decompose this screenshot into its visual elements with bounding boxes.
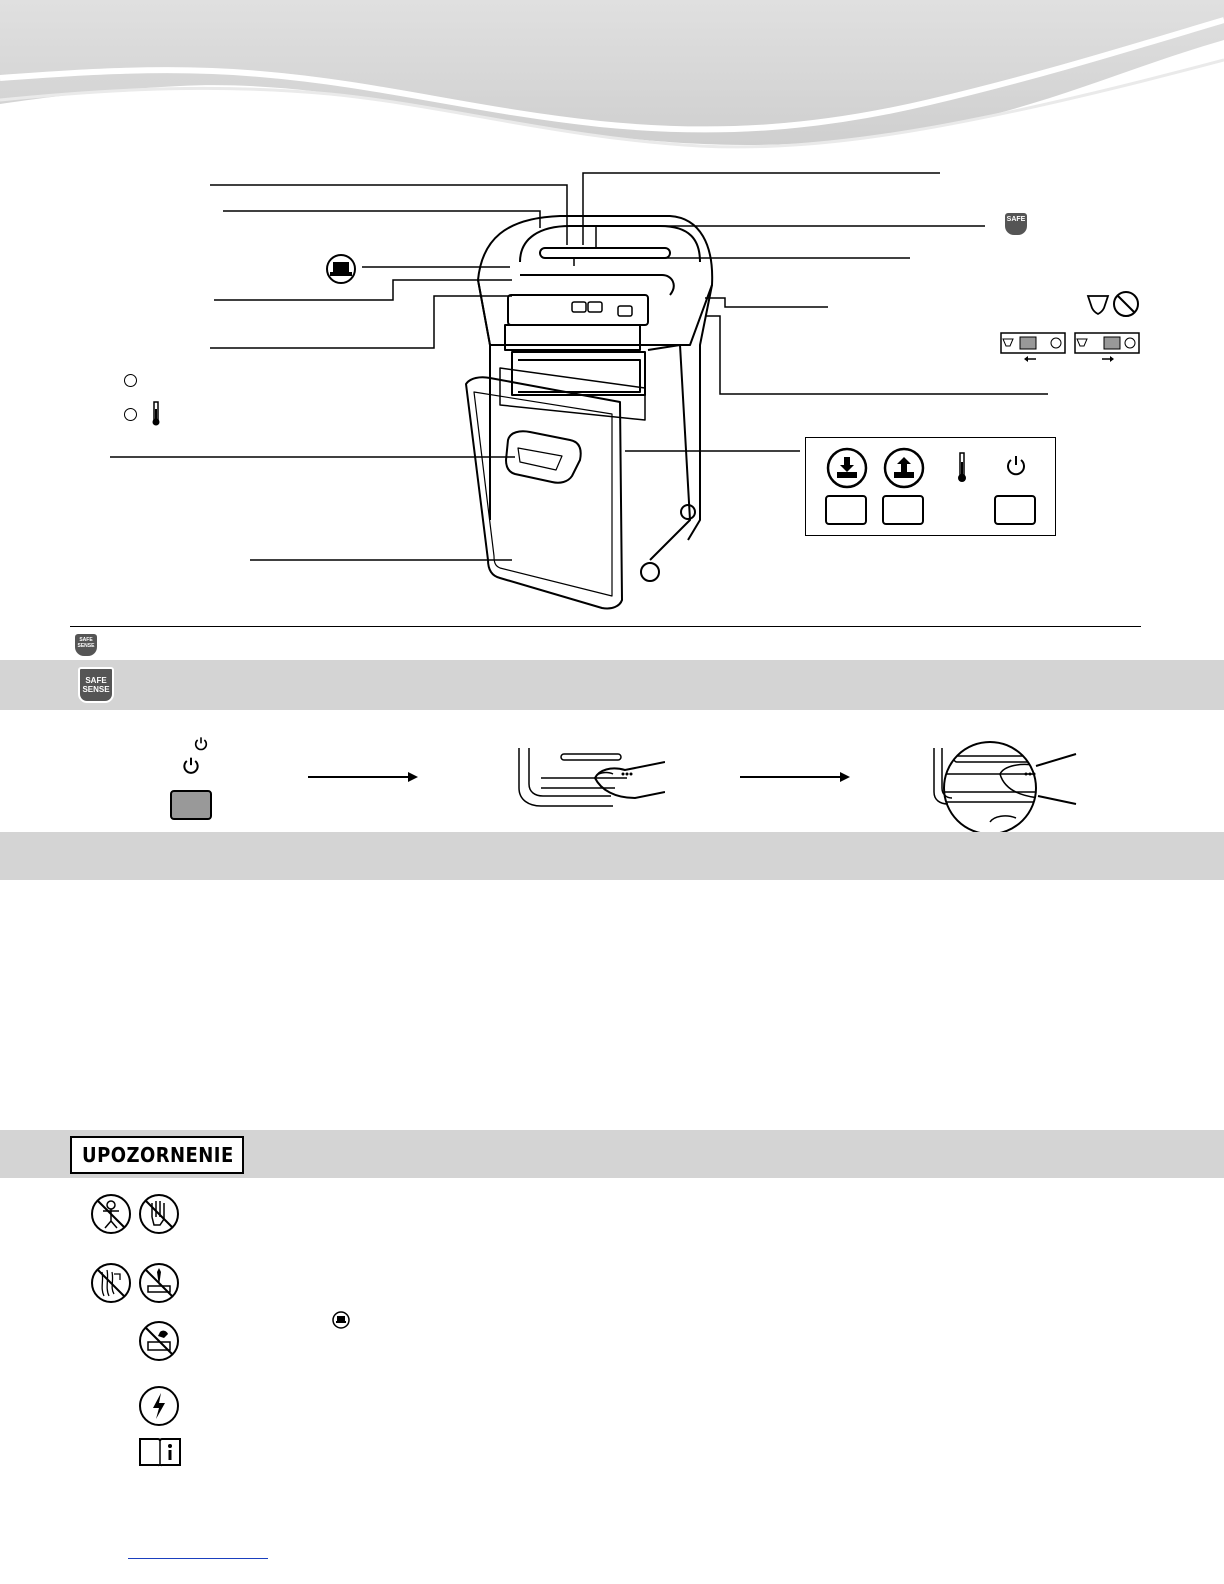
- safesense-note-badge: SAFE SENSE: [75, 634, 97, 656]
- jam-small-icon: [332, 1311, 350, 1329]
- power-button[interactable]: [994, 495, 1036, 525]
- header-wave: [0, 0, 1224, 160]
- electric-shock-icon: [138, 1385, 180, 1427]
- power-button-illustration: [170, 790, 212, 820]
- lock-slider-left-icon: [1000, 332, 1066, 364]
- safesense-section-band: [0, 660, 1224, 710]
- shredder-diagram: [0, 160, 1224, 620]
- overheat-thermometer-icon: [956, 452, 968, 484]
- led-overheat-indicator-icon: [124, 408, 137, 421]
- lock-shield-icon: [1086, 292, 1110, 316]
- section-band: [0, 832, 1224, 880]
- read-manual-icon: [138, 1437, 182, 1467]
- led-indicator-icon: [124, 374, 137, 387]
- reverse-icon: [882, 446, 926, 490]
- paper-feed-icon: [327, 255, 355, 283]
- no-tie-icon: [138, 1262, 180, 1304]
- lock-slider-right-icon: [1074, 332, 1140, 364]
- no-hair-icon: [90, 1262, 132, 1304]
- section-divider: [70, 626, 1141, 627]
- thermometer-icon: [150, 401, 162, 427]
- power-icon: [1004, 454, 1028, 478]
- arrow-right-icon: [740, 770, 852, 784]
- no-aerosol-icon: [138, 1320, 180, 1362]
- no-children-icon: [90, 1193, 132, 1235]
- control-panel-inset: [805, 437, 1056, 536]
- no-entry-icon: [1112, 290, 1140, 318]
- hand-touch-illustration: [515, 748, 665, 820]
- forward-button[interactable]: [825, 495, 867, 525]
- no-hands-icon: [138, 1193, 180, 1235]
- power-icon: [181, 756, 201, 776]
- safesense-band-badge: SAFE SENSE: [78, 667, 114, 703]
- hand-touch-zoom-illustration: [930, 740, 1078, 834]
- arrow-right-icon: [308, 770, 420, 784]
- feed-forward-icon: [825, 446, 869, 490]
- reverse-button[interactable]: [882, 495, 924, 525]
- footnote-rule: [128, 1558, 268, 1559]
- power-small-icon: [193, 736, 209, 752]
- warning-label: [70, 1136, 244, 1174]
- safesense-small-badge-icon: SAFE: [1005, 213, 1027, 235]
- warning-label-text: UPOZORNENIE: [82, 1143, 234, 1167]
